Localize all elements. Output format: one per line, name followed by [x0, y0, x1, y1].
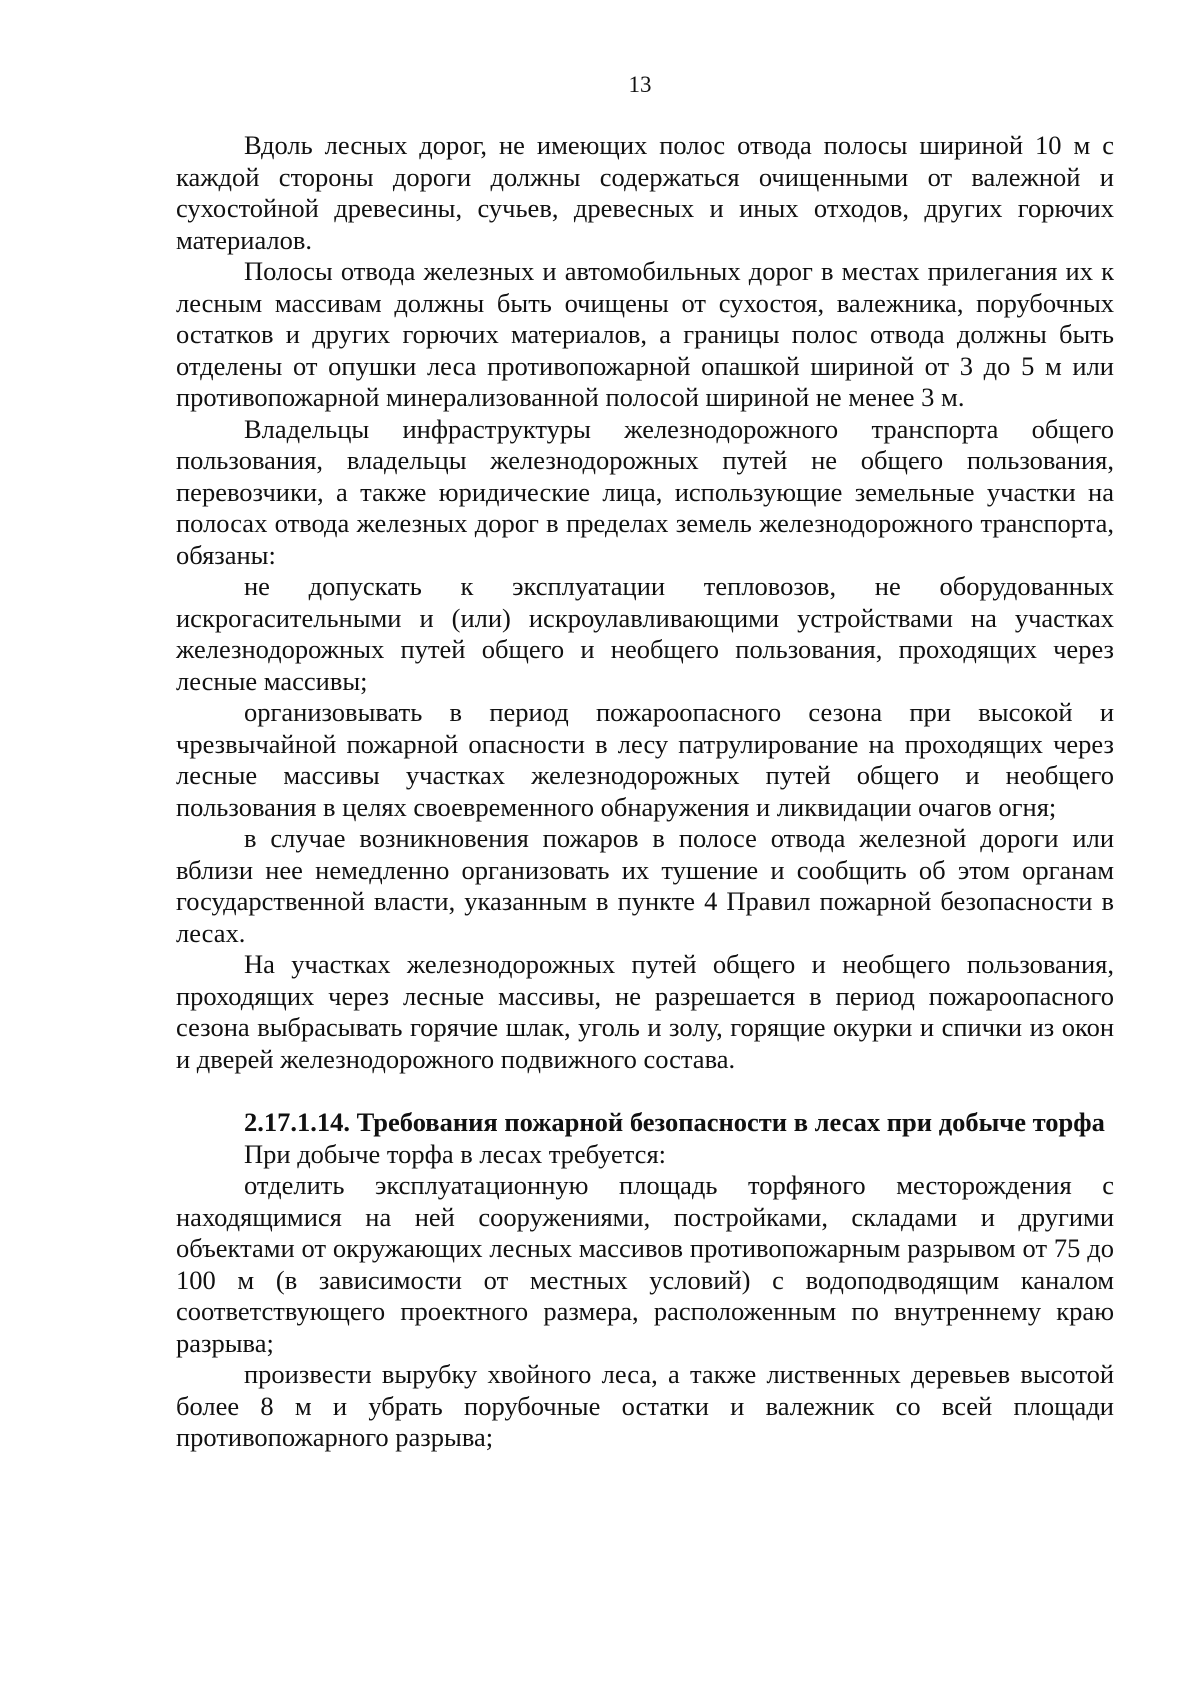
paragraph-forest-roads: Вдоль лесных дорог, не имеющих полос отвода полосы шириной 10 м с каждой стороны дороги должны содержаться очищенными от валежной и сухостойной древесины, сучьев, древесных и иных отходов, других горючих материалов.	[176, 130, 1114, 255]
document-body	[176, 130, 1114, 1454]
paragraph-right-of-way-strips: Полосы отвода железных и автомобильных дорог в местах прилегания их к лесным массивам должны быть очищены от сухостоя, валежника, порубочных остатков и других горючих материалов, а границы полос отвода должны быть отделены от опушки леса противопожарной опашкой шириной от 3 до 5 м или противопожарной минерализованной полосой шириной не менее 3 м.	[176, 256, 1114, 412]
section-heading-peat-extraction: 2.17.1.14. Требования пожарной безопасности в лесах при добыче торфа	[244, 1107, 1105, 1137]
paragraph-patrolling: организовывать в период пожароопасного сезона при высокой и чрезвычайной пожарной опасности в лесу патрулирование на проходящих через лесные массивы участках железнодорожных путей общего и необщего пользования в целях своевременного обнаружения и ликвидации очагов огня;	[176, 697, 1114, 822]
paragraph-fire-response: в случае возникновения пожаров в полосе отвода железной дороги или вблизи нее немедленно организовать их тушение и сообщить об этом органам государственной власти, указанным в пункте 4 Правил пожарной безопасности в лесах.	[176, 823, 1114, 948]
paragraph-peat-intro: При добыче торфа в лесах требуется:	[244, 1138, 666, 1169]
paragraph-locomotives: не допускать к эксплуатации тепловозов, не оборудованных искрогасительными и (или) искроулавливающими устройствами на участках железнодорожных путей общего и необщего пользования, проходящих через лесные массивы;	[176, 571, 1114, 696]
paragraph-tree-clearing: произвести вырубку хвойного леса, а также лиственных деревьев высотой более 8 м и убрать порубочные остатки и валежник со всей площади противопожарного разрыва;	[176, 1359, 1114, 1452]
paragraph-railway-owners-obligations: Владельцы инфраструктуры железнодорожного транспорта общего пользования, владельцы железнодорожных путей не общего пользования, перевозчики, а также юридические лица, использующие земельные участки на полосах отвода железных дорог в пределах земель железнодорожного транспорта, обязаны:	[176, 413, 1114, 570]
paragraph-prohibition: На участках железнодорожных путей общего и необщего пользования, проходящих через лесные массивы, не разрешается в период пожароопасного сезона выбрасывать горячие шлак, уголь и золу, горящие окурки и спички из окон и дверей железнодорожного подвижного состава.	[176, 949, 1114, 1074]
paragraph-firebreak: отделить эксплуатационную площадь торфяного месторождения с находящимися на ней сооружениями, постройками, складами и другими объектами от окружающих лесных массивов противопожарным разрывом от 75 до 100 м (в зависимости от местных условий) с водоподводящим каналом соответствующего проектного размера, расположенным по внутреннему краю разрыва;	[176, 1170, 1114, 1358]
page-number: 13	[628, 72, 652, 97]
